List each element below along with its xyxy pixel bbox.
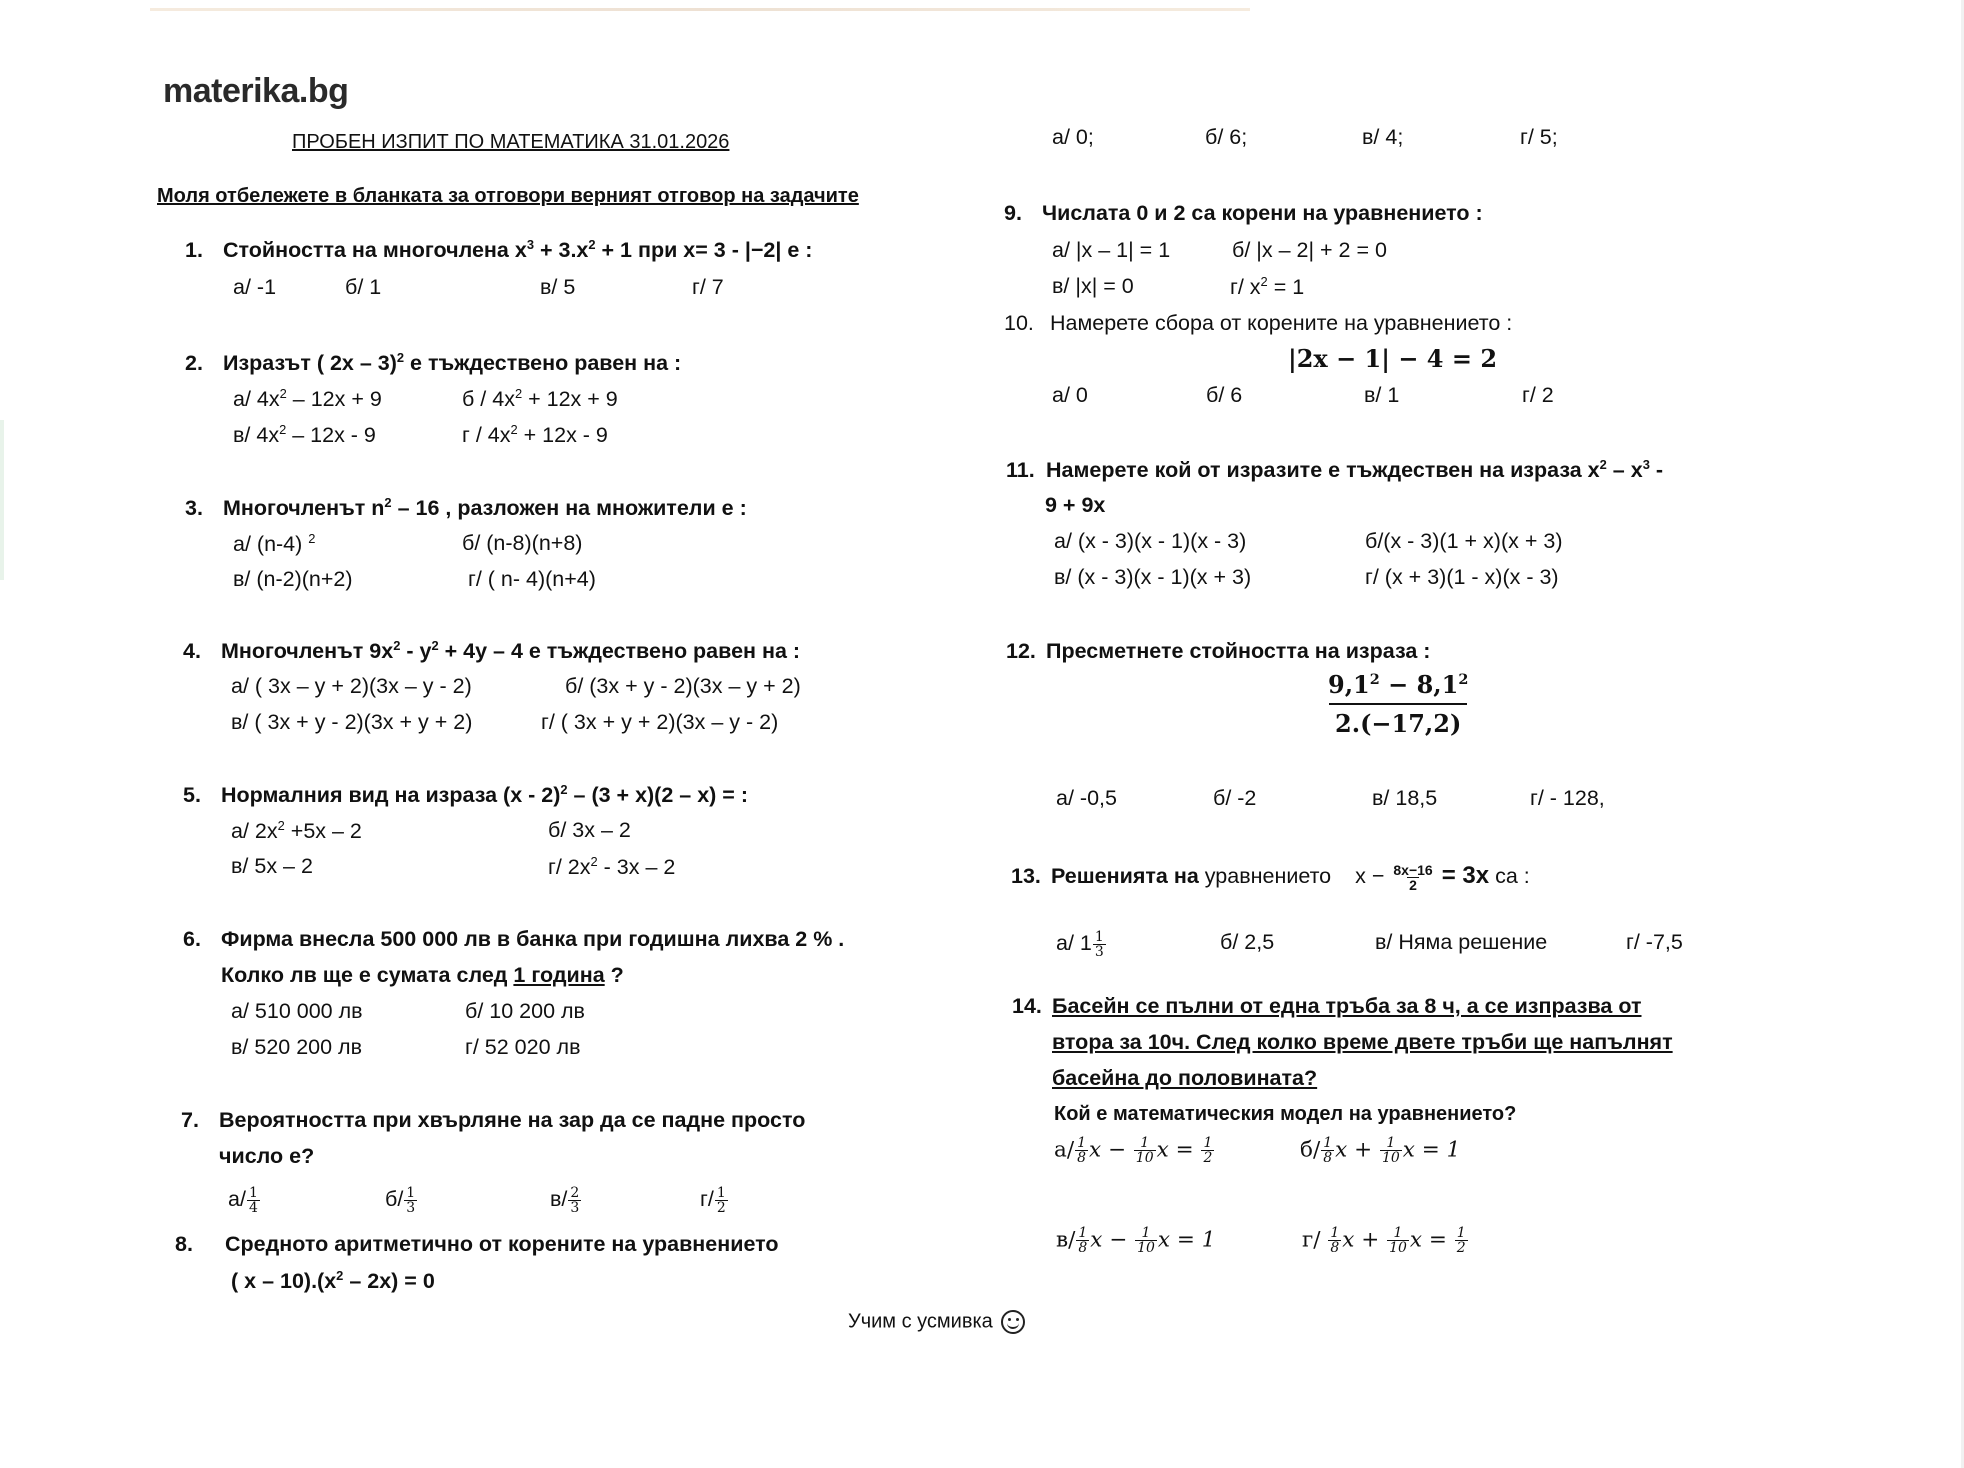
q12-option-a[interactable]: а/ -0,5 — [1056, 786, 1117, 810]
q12-denominator: 2.(−17,2) — [1329, 703, 1467, 738]
question-12: 12. Пресметнете стойността на израза : — [1006, 639, 1431, 663]
question-2: 2. Изразът ( 2x – 3)$^2$ е тъждествено равен на : — [185, 350, 682, 376]
question-14-line-2: втора за 10ч. След колко време двете тръби ще напълнят — [1052, 1030, 1673, 1054]
q3-option-d[interactable]: г/ ( n- 4)(n+4) — [468, 567, 596, 591]
question-3: 3. Многочленът $n^2 - 16$ , разложен на множители е : — [185, 495, 747, 521]
q5-option-a[interactable]: а/ $2x^2 +5x - 2$ — [231, 818, 362, 844]
q1-option-b[interactable]: б/ 1 — [345, 275, 382, 299]
q6-option-c[interactable]: в/ 520 200 лв — [231, 1035, 363, 1059]
q4-option-a[interactable]: а/ ( 3x – y + 2)(3x – y - 2) — [231, 674, 472, 698]
q5-option-b[interactable]: б/ 3x – 2 — [548, 818, 631, 842]
q9-option-a[interactable]: а/ |x – 1| = 1 — [1052, 238, 1171, 262]
scan-edge-top — [150, 8, 1250, 11]
q14-option-d[interactable]: г/ $\frac{1}{8}$ x + $\frac{1}{10}$ x = $\frac{1}{2}$ — [1302, 1225, 1466, 1256]
q13-option-d[interactable]: г/ -7,5 — [1626, 930, 1683, 954]
question-14-line-1: 14. Басейн се пълни от една тръба за 8 ч, а се изпразва от — [1012, 994, 1642, 1018]
question-4: 4. Многочленът $9x^2 - y^2 + 4y - 4$ е тъждествено равен на : — [183, 638, 801, 664]
q12-option-d[interactable]: г/ - 128, — [1530, 786, 1605, 810]
question-11-line-2: 9 + 9x — [1045, 493, 1106, 517]
q1-option-d[interactable]: г/ 7 — [692, 275, 724, 299]
question-9: 9. Числата 0 и 2 са корени на уравнението : — [1004, 201, 1483, 225]
q14-option-b[interactable]: б/ $\frac{1}{8}$ x + $\frac{1}{10}$ x = 1 — [1300, 1135, 1461, 1166]
q11-option-b[interactable]: б/(x - 3)(1 + x)(x + 3) — [1365, 529, 1563, 553]
question-7-line-2: число е? — [219, 1144, 315, 1168]
q2-option-b[interactable]: $б / 4x^2 + 12x + 9$ — [462, 386, 618, 412]
q5-option-c[interactable]: в/ 5x – 2 — [231, 854, 313, 878]
q5-option-d[interactable]: г/ $2x^2 - 3x - 2$ — [548, 854, 676, 880]
question-13: 13. Решенията на уравнението x − $\frac{8x-16}{2}$ = 3x са : — [1011, 861, 1530, 893]
footer-slogan: Учим с усмивка — [848, 1310, 1025, 1334]
question-11-line-1: 11. Намерете кой от изразите е тъждествен на израза $x^2 - x^3$ - — [1006, 457, 1663, 483]
scan-edge-left — [0, 420, 4, 580]
q14-option-a[interactable]: а/ $\frac{1}{8}$ x − $\frac{1}{10}$ x = $\frac{1}{2}$ — [1054, 1135, 1213, 1166]
q9-option-b[interactable]: б/ |x – 2| + 2 = 0 — [1232, 238, 1387, 262]
question-5: 5. Нормалния вид на израза (x - 2)$^2$ – (3 + x)(2 – x) = : — [183, 782, 748, 808]
q7-option-c[interactable]: в/ $\frac{2}{3}$ — [550, 1185, 580, 1216]
q2-option-c[interactable]: в/ $4x^2 - 12x - 9$ — [233, 422, 376, 448]
question-8-line-1: 8. Средното аритметично от корените на уравнението — [175, 1232, 779, 1256]
question-7-line-1: 7. Вероятността при хвърляне на зар да се падне просто — [181, 1108, 806, 1132]
q3-option-c[interactable]: в/ (n-2)(n+2) — [233, 567, 353, 591]
smiley-icon — [1001, 1310, 1025, 1334]
q6-option-d[interactable]: г/ 52 020 лв — [465, 1035, 581, 1059]
question-8-equation: ( $x - 10).(x^2 - 2x) = 0$ — [231, 1268, 435, 1294]
q8-option-d[interactable]: г/ 5; — [1520, 125, 1558, 149]
q12-expression — [1322, 670, 1474, 738]
question-1: 1. Стойността на многочлена $x^3 + 3.x^2 + 1$ при x= 3 - |−2| е : — [185, 237, 813, 263]
q2-option-d[interactable]: $г / 4x^2 + 12x - 9$ — [462, 422, 608, 448]
q6-option-b[interactable]: б/ 10 200 лв — [465, 999, 585, 1023]
question-6-line-2: Колко лв ще е сумата след 1 година ? — [221, 963, 624, 987]
q6-option-a[interactable]: а/ 510 000 лв — [231, 999, 363, 1023]
q9-option-c[interactable]: в/ |x| = 0 — [1052, 274, 1134, 298]
site-logo: materika.bg — [163, 72, 349, 110]
exam-instruction: Моля отбележете в бланката за отговори верният отговор на задачите — [157, 185, 859, 207]
q12-numerator: $9,1^2 - 8,1^2$ — [1328, 670, 1469, 699]
q4-option-c[interactable]: в/ ( 3x + y - 2)(3x + y + 2) — [231, 710, 473, 734]
question-10: 10. Намерете сбора от корените на уравнението : — [1004, 311, 1513, 335]
question-6-line-1: 6. Фирма внесла 500 000 лв в банка при годишна лихва 2 % . — [183, 927, 845, 951]
q13-option-c[interactable]: в/ Няма решение — [1375, 930, 1548, 954]
q3-option-b[interactable]: б/ (n-8)(n+8) — [462, 531, 583, 555]
question-14-line-3: басейна до половината? — [1052, 1066, 1318, 1090]
q8-option-a[interactable]: а/ 0; — [1052, 125, 1094, 149]
q11-option-c[interactable]: в/ (x - 3)(x - 1)(x + 3) — [1054, 565, 1252, 589]
q2-option-a[interactable]: а/ $4x^2 - 12x + 9$ — [233, 386, 382, 412]
q10-equation: |2x − 1| − 4 = 2 — [1288, 344, 1498, 373]
q1-option-a[interactable]: а/ -1 — [233, 275, 277, 299]
q7-option-d[interactable]: г/ $\frac{1}{2}$ — [700, 1185, 726, 1216]
q4-option-d[interactable]: г/ ( 3x + y + 2)(3x – y - 2) — [541, 710, 779, 734]
q14-option-c[interactable]: в/ $\frac{1}{8}$ x − $\frac{1}{10}$ x = 1 — [1056, 1225, 1216, 1256]
q1-option-c[interactable]: в/ 5 — [540, 275, 576, 299]
q10-option-d[interactable]: г/ 2 — [1522, 383, 1554, 407]
q4-option-b[interactable]: б/ (3x + y - 2)(3x – y + 2) — [565, 674, 801, 698]
q13-option-b[interactable]: б/ 2,5 — [1220, 930, 1275, 954]
q7-option-a[interactable]: а/ $\frac{1}{4}$ — [228, 1185, 258, 1216]
q9-option-d[interactable]: г/ $x^2 = 1$ — [1230, 274, 1305, 300]
exam-title: ПРОБЕН ИЗПИТ ПО МАТЕМАТИКА 31.01.2026 — [292, 131, 730, 153]
q10-option-c[interactable]: в/ 1 — [1364, 383, 1400, 407]
q12-option-b[interactable]: б/ -2 — [1213, 786, 1257, 810]
question-14-line-4: Кой е математическия модел на уравнението? — [1054, 1103, 1517, 1125]
q11-option-a[interactable]: а/ (x - 3)(x - 1)(x - 3) — [1054, 529, 1247, 553]
q11-option-d[interactable]: г/ (x + 3)(1 - x)(x - 3) — [1365, 565, 1559, 589]
q13-option-a[interactable]: а/ 1 $\frac{1}{3}$ — [1056, 929, 1104, 960]
q12-option-c[interactable]: в/ 18,5 — [1372, 786, 1438, 810]
q3-option-a[interactable]: а/ (n-4) $^2$ — [233, 531, 316, 557]
q10-option-a[interactable]: а/ 0 — [1052, 383, 1088, 407]
q10-option-b[interactable]: б/ 6 — [1206, 383, 1243, 407]
q8-option-b[interactable]: б/ 6; — [1205, 125, 1248, 149]
q7-option-b[interactable]: б/ $\frac{1}{3}$ — [385, 1185, 416, 1216]
q8-option-c[interactable]: в/ 4; — [1362, 125, 1404, 149]
